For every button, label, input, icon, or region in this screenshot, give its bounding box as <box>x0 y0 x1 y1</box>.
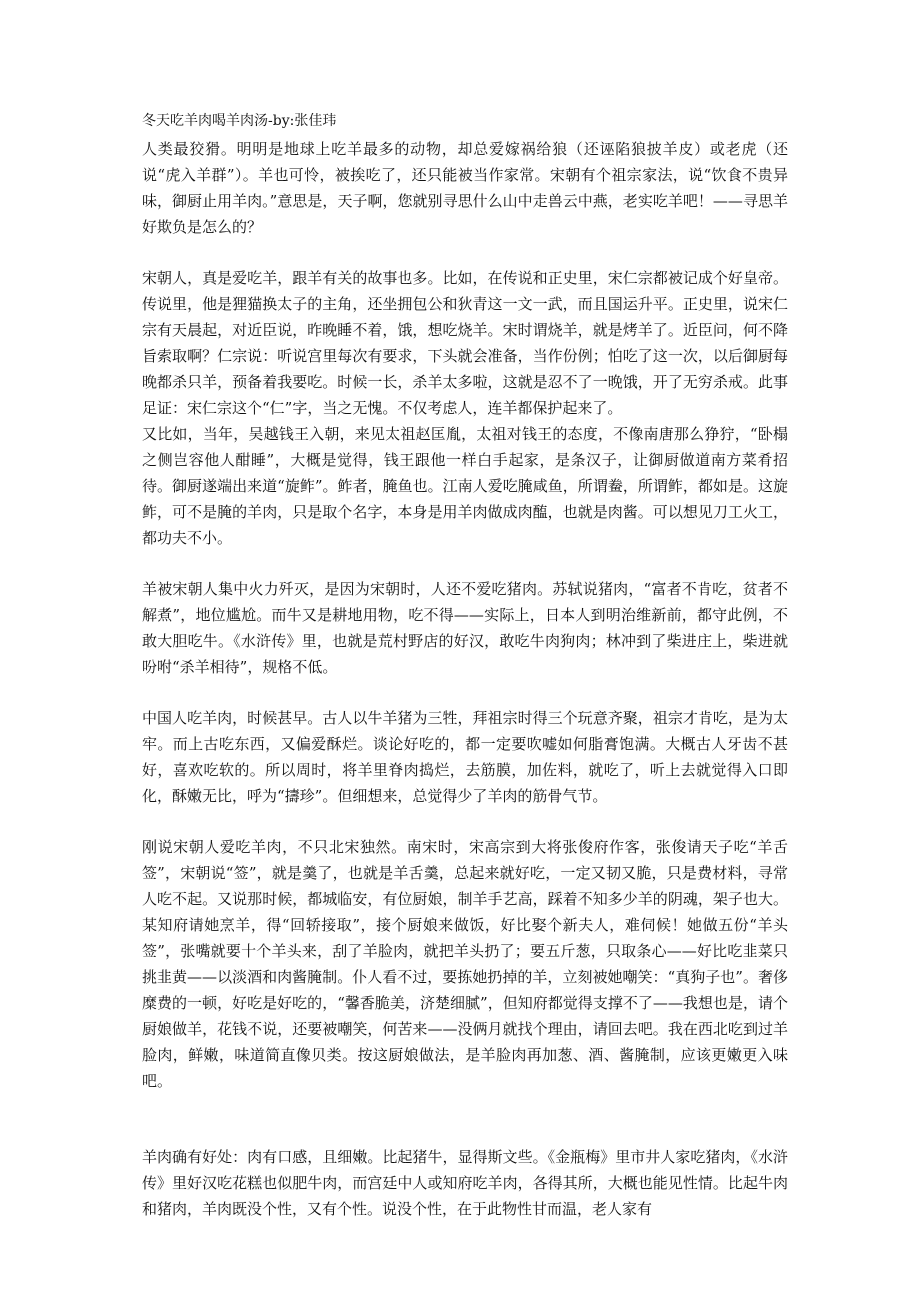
document-page <box>142 110 788 1222</box>
paragraph-7: 羊肉确有好处：肉有口感，且细嫩。比起猪牛，显得斯文些。《金瓶梅》里市井人家吃猪肉，《水浒传》里好汉吃花糕也似肥牛肉，而宫廷中人或知府吃羊肉，各得其所，大概也能见性情。比起牛肉和猪肉，羊肉既没个性，又有个性。说没个性，在于此物性甘而温，老人家有 <box>142 1148 788 1218</box>
paragraph-spacer <box>142 809 788 834</box>
paragraph-6: 刚说宋朝人爱吃羊肉，不只北宋独然。南宋时，宋高宗到大将张俊府作客，张俊请天子吃“羊舌签”，宋朝说“签”，就是羹了，也就是羊舌羹，总起来就好吃，一定又韧又脆，只是费材料，寻常人吃不起。又说那时候，都城临安，有位厨娘，制羊手艺高，踩着不知多少羊的阴魂，架子也大。某知府请她烹羊，得“回轿接取”，接个厨娘来做饭，好比娶个新夫人，难伺候！她做五份“羊头签”，张嘴就要十个羊头来，刮了羊脸肉，就把羊头扔了；要五斤葱，只取条心——好比吃韭菜只挑韭黄——以淡酒和肉酱腌制。仆人看不过，要拣她扔掉的羊，立刻被她嘲笑：“真狗子也”。奢侈糜费的一顿，好吃是好吃的，“馨香脆美，济楚细腻”，但知府都觉得支撑不了——我想也是，请个厨娘做羊，花钱不说，还要被嘲笑，何苦来——没俩月就找个理由，请回去吧。我在西北吃到过羊脸肉，鲜嫩，味道简直像贝类。按这厨娘做法，是羊脸肉再加葱、酒、酱腌制，应该更嫩更入味吧。 <box>142 838 788 1090</box>
paragraph-spacer <box>142 551 788 576</box>
paragraph-spacer <box>142 1094 788 1144</box>
paragraph-spacer <box>142 240 788 265</box>
paragraph-4: 羊被宋朝人集中火力歼灭，是因为宋朝时，人还不爱吃猪肉。苏轼说猪肉，“富者不肯吃，贫者不解煮”，地位尴尬。而牛又是耕地用物，吃不得——实际上，日本人到明治维新前，都守此例，不敢大胆吃牛。《水浒传》里，也就是荒村野店的好汉，敢吃牛肉狗肉；林冲到了柴进庄上，柴进就吩咐“杀羊相待”，规格不低。 <box>142 580 788 676</box>
paragraph-5: 中国人吃羊肉，时候甚早。古人以牛羊猪为三牲，拜祖宗时得三个玩意齐聚，祖宗才肯吃，是为太牢。而上古吃东西，又偏爱酥烂。谈论好吃的，都一定要吹嘘如何脂膏饱满。大概古人牙齿不甚好，喜欢吃软的。所以周时，将羊里脊肉捣烂，去筋膜，加佐料，就吃了，听上去就觉得入口即化，酥嫩无比，呼为“擣珍”。但细想来，总觉得少了羊肉的筋骨气节。 <box>142 709 788 805</box>
document-title: 冬天吃羊肉喝羊肉汤-by:张佳玮 <box>142 113 337 129</box>
paragraph-1: 人类最狡猾。明明是地球上吃羊最多的动物，却总爱嫁祸给狼（还诬陷狼披羊皮）或老虎（还说“虎入羊群”）。羊也可怜，被挨吃了，还只能被当作家常。宋朝有个祖宗家法，说“饮食不贵异味，御厨止用羊肉。”意思是，天子啊，您就别寻思什么山中走兽云中燕，老实吃羊吧！——寻思羊好欺负是怎么的？ <box>142 140 788 236</box>
paragraph-spacer <box>142 680 788 705</box>
paragraph-2: 宋朝人，真是爱吃羊，跟羊有关的故事也多。比如，在传说和正史里，宋仁宗都被记成个好皇帝。传说里，他是狸猫换太子的主角，还坐拥包公和狄青这一文一武，而且国运升平。正史里，说宋仁宗有天晨起，对近臣说，昨晚睡不着，饿，想吃烧羊。宋时谓烧羊，就是烤羊了。近臣问，何不降旨索取啊？仁宗说：听说宫里每次有要求，下头就会准备，当作份例；怕吃了这一次，以后御厨每晚都杀只羊，预备着我要吃。时候一长，杀羊太多啦，这就是忍不了一晚饿，开了无穷杀戒。此事足证：宋仁宗这个“仁”字，当之无愧。不仅考虑人，连羊都保护起来了。 <box>142 269 788 417</box>
paragraph-3: 又比如，当年，吴越钱王入朝，来见太祖赵匡胤，太祖对钱王的态度，不像南唐那么狰狞，“卧榻之侧岂容他人酣睡”，大概是觉得，钱王跟他一样白手起家，是条汉子，让御厨做道南方菜肴招待。御厨遂端出来道“旋鲊”。鲊者，腌鱼也。江南人爱吃腌咸鱼，所谓鲞，所谓鲊，都如是。这旋鲊，可不是腌的羊肉，只是取个名字，本身是用羊肉做成肉醢，也就是肉酱。可以想见刀工火工，都功夫不小。 <box>142 425 788 547</box>
